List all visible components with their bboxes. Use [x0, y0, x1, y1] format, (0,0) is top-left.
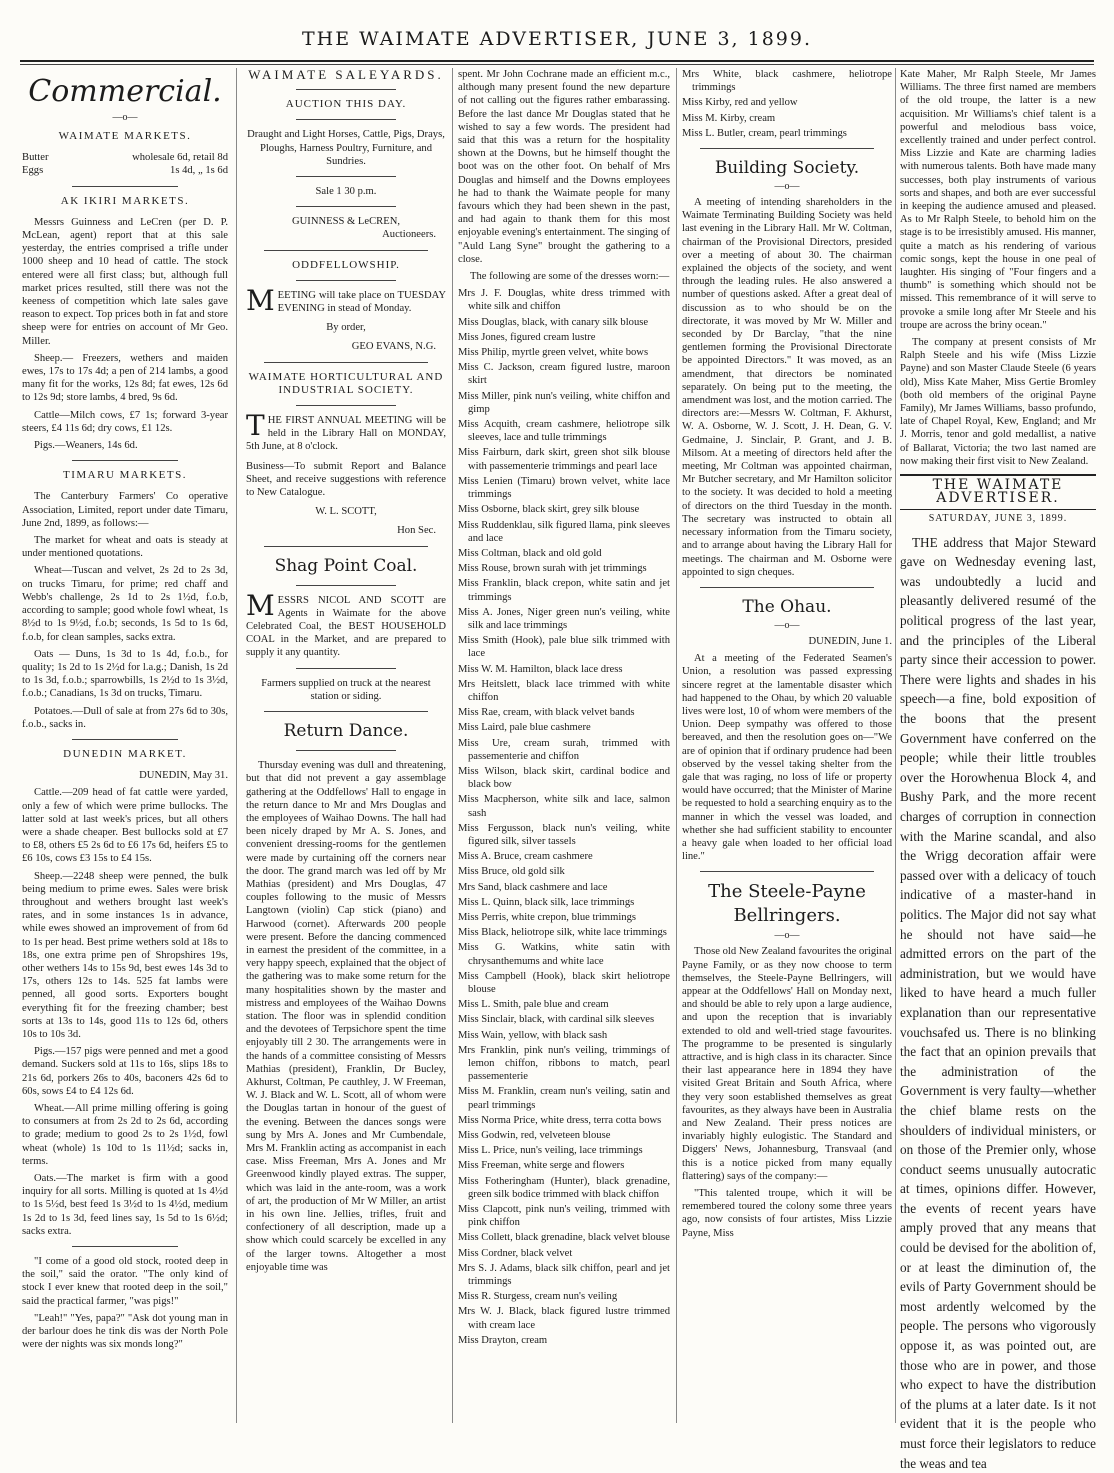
eggs-price: 1s 4d, „ 1s 6d: [170, 165, 228, 177]
advert-body: MEETING will take place on TUESDAY EVENING in stead of Monday.: [246, 283, 446, 317]
dress-entry: Miss R. Sturgess, cream nun's veiling: [458, 1291, 618, 1303]
masthead-rule: [20, 60, 1094, 65]
advert-rule: [296, 206, 396, 207]
article-paragraph: Thursday evening was dull and threatening, but that did not prevent a gay assemblage gathering at the Oddfellows' Hall to engage in the return dance to Mr and Mrs Douglas and the employees of Waihao Downs. The hall had been nicely draped by Mr A. S. Jones, and convenient dressing-rooms for the gentlemen were made by curtaining off the corners near the door. The grand march was led off by Mr Mathias (president) and Mrs Douglas, 47 couples following to the music of Messrs Langtown (violin) Cap stick (piano) and Harwood (cornet). Afterwards 200 people were present. Before the dancing commenced in earnest the president of the committee, in a very happy speech, explained that the object of the gathering was to make some return for the many hospitalities shown by the master and mistress and employees of the Waihao Downs station. The floor was in splendid condition and the devotees of Terpsichore spent the time enjoyably till 2 30. The arrangements were in the hands of a committee consisting of Messrs Mathias (president), Franklin, Dr Bucley, Akhurst, Coltman, Pe cauthley, J. W Freeman, W. J. Black and W. L. Scott, all of whom were the Douglas tartan in honour of the guest of the evening. Between the dances songs were sung by Mrs A. Jones and Mr Cumbendale, Mrs M. Franklin acting as accompanist in each case. Miss Freeman, Mrs A. Jones and Mr Greenwood kindly played extras. The supper, which was laid in the ante-room, was a work of art, the production of Mr W Miller, an artist in his own line. Jellies, trifles, fruit and confectionery of all description, made up a show which could scarcely be excelled in any of the larger towns. Altogether a most enjoyable time was: [246, 760, 446, 1273]
dress-entry: Miss W. M. Hamilton, black lace dress: [458, 663, 623, 675]
article-paragraph: Cattle.—209 head of fat cattle were yarded, only a few of which were prime bullocks. The latter sold at last week's prices, but all others were a shade cheaper. Best bullocks sold at £7 to £8, others £5 2s 6d to £6 17s 6d, heifers £5 to £6 10s, cows £3 15s to £4 15s.: [22, 787, 228, 865]
dress-entry: Mrs S. J. Adams, black silk chiffon, pearl and jet trimmings: [458, 1262, 670, 1288]
dress-entry: Miss Kirby, red and yellow: [682, 97, 798, 109]
dress-entry: Miss Bruce, old gold silk: [458, 866, 565, 878]
section-rule: [296, 750, 396, 751]
article-paragraph: Pigs.—157 pigs were penned and met a good demand. Suckers sold at 11s to 16s, slips 18s to 21s 6d, porkers 26s to 40s, baconers 42s 6d to 60s, sows £4 to £4 12s 6d.: [22, 1046, 228, 1097]
dress-entry: Miss M. Kirby, cream: [682, 112, 776, 124]
advert-rule: [296, 668, 396, 669]
article-paragraph: Cattle—Milch cows, £7 1s; forward 3-year steers, £4 11s 6d; dry cows, £1 12s.: [22, 409, 228, 434]
eggs-price-row: [22, 164, 228, 177]
dress-entry: Miss Macpherson, white silk and lace, salmon sash: [458, 794, 670, 819]
article-paragraph: Sheep.—2248 sheep were penned, the bulk being medium to prime ewes. Sales were brisk throughout and wethers brought last week's rates, and in some instances 1s in advance, while ewes showed an improvement of from 6d to 1s per head. Best prime wethers sold at 18s to 18s, one extra prime pen of Shropshires 19s, other wethers 14s to 15s 9d, best ewes 14s 3d to 17s, others 12s to 14s. 525 fat lambs were penned, all good sorts. Exporters bought everything fit for the freezing chamber; best sorts at 13s to 14s, good 11s to 12s 6d, others 10s to 10s 3d.: [22, 870, 228, 1040]
signature: GEO EVANS, N.G.: [351, 341, 436, 353]
anecdote-paragraph: "I come of a good old stock, rooted deep in the soil," said the orator. "The only kind of stock I ever knew that rooted deep in the soil," said the practical farmer, "was pigs!": [22, 1256, 228, 1307]
advert-rule: [296, 89, 396, 90]
oddfellowship-advert: [246, 259, 446, 354]
dress-entry: Miss Franklin, black crepon, white satin and jet trimmings: [458, 578, 670, 603]
timaru-markets-heading: TIMARU MARKETS.: [63, 469, 187, 482]
section-rule: [72, 1246, 178, 1247]
article-paragraph: Oats — Duns, 1s 3d to 1s 4d, f.o.b., for quality; 1s 2d to 1s 2½d for l.a.g.; Danish, 1s 2d to 1s 3d, f.o.b.; sparrowbills, 1s 2½d to 1s 3½d, f.o.b.; Canadians, 1s 3d on trucks, Timaru.: [22, 648, 228, 700]
dress-entry: Miss Smith (Hook), pale blue silk trimmed with lace: [458, 635, 670, 660]
dress-entry: Miss Douglas, black, with canary silk blouse: [458, 316, 649, 328]
coal-advert: [246, 555, 446, 703]
article-paragraph: Sheep.— Freezers, wethers and maiden ewes, 17s to 17s 4d; a pen of 214 lambs, a good many fit for the works, 12s 8d; fat ewes, 12s 6d to 12s 9d; store lambs, 4 bred, 9s 6d.: [22, 352, 228, 404]
coal-heading: Shag Point Coal.: [274, 555, 418, 576]
dropcap-letter: T: [246, 409, 265, 443]
dress-entry: Mrs J. F. Douglas, white dress trimmed with white silk and chiffon: [458, 288, 670, 313]
section-rule: [700, 148, 874, 149]
dress-entry: Miss Campbell (Hook), black skirt heliotrope blouse: [458, 970, 670, 995]
advert-rule: [296, 280, 396, 281]
article-paragraph: A meeting of intending shareholders in the Waimate Terminating Building Society was held last evening in the Library Hall. Mr W. Coltman, chairman of the Provisional Directors, presided over a meeting of about 30. The chairman explained the objects of the society, and went through the leading rules. He also answered a number of questions asked. After a great deal of discussion as to who should be on the directorate, it was moved by Mr W. Miller and seconded by Dr Barclay, "that the nine gentlemen forming the Provisional Directorate be appointed Directors." It was moved, as an amendment, that directors be nominated separately. On being put to the meeting, the amendment was lost, and the motion carried. The directors are:—Messrs W. Coltman, F. Akhurst, W. A. Osborne, W. J. Scott, J. H. Dean, G. V. Gedmaine, J. Sinclair, P. Grant, and J. B. Milsom. At a meeting of directors held after the meeting, Mr Coltman was appointed chairman, Mr Butcher secretary, and Mr Hamilton solicitor to the society. It was decided to hold a meeting of directors on the third Tuesday in the month. The secretary was instructed to obtain all necessary information from the Timaru society, and to arrange about having the Library Hall for meetings. The chairman and M. Osborne were appointed to sign cheques.: [682, 197, 892, 578]
dress-entry: Miss Fotheringham (Hunter), black grenadine, green silk bodice trimmed with black chiffon: [458, 1175, 670, 1200]
section-rule: [72, 739, 178, 740]
dress-list: [458, 287, 670, 1347]
dress-entry: Miss Godwin, red, velveteen blouse: [458, 1130, 611, 1142]
column-divider: [236, 68, 237, 1423]
article-paragraph: Pigs.—Weaners, 14s 6d.: [34, 440, 138, 452]
dress-entry: Miss Rouse, brown surah with jet trimmings: [458, 563, 647, 575]
dress-entry: Miss Acquith, cream cashmere, heliotrope silk sleeves, lace and tulle trimmings: [458, 419, 670, 444]
signature-role: Hon Sec.: [397, 525, 436, 537]
butter-price-row: [22, 151, 228, 164]
dress-entry: Miss Perris, white crepon, blue trimmings: [458, 911, 637, 923]
advert-rule: [296, 405, 396, 406]
advert-rule: [296, 176, 396, 177]
eggs-label: Eggs: [22, 165, 44, 177]
butter-label: Butter: [22, 152, 49, 164]
dress-entry: Miss L. Butler, cream, pearl trimmings: [682, 127, 847, 139]
column-dance-report: [458, 68, 670, 1423]
section-rule: [72, 186, 178, 187]
auction-subheading: AUCTION THIS DAY.: [285, 98, 407, 111]
dress-entry: Miss A. Bruce, cream cashmere: [458, 851, 593, 863]
advert-business: Business—To submit Report and Balance Sheet, and receive suggestions with reference to New Catalogue.: [246, 460, 446, 499]
dress-entry: Miss Collett, black grenadine, black velvet blouse: [458, 1232, 670, 1244]
horticultural-heading: WAIMATE HORTICULTURAL AND INDUSTRIAL SOCIETY.: [248, 370, 444, 396]
dress-entry: Miss Rae, cream, with black velvet bands: [458, 707, 635, 719]
dress-entry: Miss A. Jones, Niger green nun's veiling, white silk and lace trimmings: [458, 606, 670, 631]
advert-body: THE FIRST ANNUAL MEETING will be held in the Library Hall on MONDAY, 5th June, at 8 o'clock.: [246, 409, 446, 453]
newspaper-title: THE WAIMATE ADVERTISER.: [900, 474, 1096, 509]
article-paragraph: The company at present consists of Mr Ralph Steele and his wife (Miss Lizzie Payne) and son Master Claude Steele (6 years old), Miss Kate Maher, Miss Gertie Bromley (both old members of the original Payne Family), Mr James Williams, basso profundo, late of Chapel Royal, Kew, England; and Mr J. Morris, tenor and gold medallist, a native of Ballarat, Victoria; the two last named are now making their first visit to New Zealand.: [900, 337, 1096, 467]
dress-entry: Miss Fergusson, black nun's veiling, white figured silk, silver tassels: [458, 822, 670, 847]
dress-entry: Miss G. Watkins, white satin with chrysanthemums and white lace: [458, 942, 670, 967]
separator: —o—: [112, 112, 138, 123]
dress-entry: Miss Ruddenklau, silk figured llama, pink sleeves and lace: [458, 519, 670, 544]
advert-rule: [264, 546, 428, 547]
advert-body: MESSRS NICOL AND SCOTT are Agents in Waimate for the above Celebrated Coal, the BEST HOUSEHOLD COAL in the Market, and are prepared to supply it any quantity.: [246, 588, 446, 659]
section-rule: [700, 587, 874, 588]
oddfellowship-heading: ODDFELLOWSHIP.: [292, 258, 400, 271]
building-society-heading: Building Society.: [714, 158, 860, 179]
column-divider: [676, 68, 677, 1423]
advert-rule: [296, 119, 396, 120]
advert-rule: [264, 362, 428, 363]
dunedin-market-heading: DUNEDIN MARKET.: [63, 747, 187, 760]
column-divider: [895, 68, 896, 1423]
dress-entry: Miss Fairburn, dark skirt, green shot silk blouse with passementerie trimmings and pearl lace: [458, 447, 670, 472]
dress-entry: Mrs White, black cashmere, heliotrope trimmings: [682, 69, 892, 94]
dateline: DUNEDIN, May 31.: [139, 770, 228, 782]
dress-entry: Miss Laird, pale blue cashmere: [458, 722, 591, 734]
editorial-leader: THE address that Major Steward gave on Wednesday evening last, was undoubtedly a lucid and pleasantly delivered resumé of the political progress of the last year, and the principles of the Liberal party since their accession to power. There were lights and shades in his speech—a fine, bold exposition of the boons that the present Government have conferred on the people; while their little troubles over the Horowhenua Block 4, and Bushy Park, and the more recent charges of corruption in connection with the Marine scandal, and also the Wrigg decoration affair were passed over with a delicacy of touch indicative of a master-hand in politics. The Major did not say what he should not have said—he admitted errors on the part of the administration, but we would have liked to have heard a much fuller explanation than our representative vouchsafed us. There is no blinking the fact that an opinion prevails that the administration of the Government is very faulty—whether the chief blame rests on the shoulders of individual ministers, or on those of the Premier only, whose conduct seems unusually autocratic at times, opinions differ. However, the events of recent years have amply proved that any means that could be devised for the abolition of, or at least the diminution of, the evils of Party Government should be most ardently welcomed by the people. The persons who vigorously oppose it, as was pointed out, are those who are in power, and those who expect to have the distribution of the plums at a later date. Is it not evident that it is the people who must force their legislators to reduce the weas and tea: [900, 534, 1096, 1471]
dress-entry: Miss Drayton, cream: [458, 1334, 548, 1346]
dress-entry: Miss Osborne, black skirt, grey silk blouse: [458, 504, 640, 516]
butter-price: wholesale 6d, retail 8d: [132, 152, 228, 164]
dress-entry: Mrs Franklin, pink nun's veiling, trimmings of lemon chiffon, ribbons to match, pearl passementerie: [458, 1044, 670, 1083]
dress-entry: Miss Black, heliotrope silk, white lace trimmings: [458, 927, 667, 939]
dress-entry: Mrs W. J. Black, black figured lustre trimmed with cream lace: [458, 1306, 670, 1331]
by-order: By order,: [326, 322, 366, 334]
advert-note: Farmers supplied on truck at the nearest station or siding.: [261, 677, 431, 702]
article-paragraph: Those old New Zealand favourites the original Payne Family, or as they now choose to term themselves, the Steele-Payne Bellringers, will appear at the Oddfellows' Hall on Monday next, and should be able to rely upon a large audience, and upon the reception that is invariably extended to old and well-tried stage favourites. The programme to be presented is singularly attractive, and is high class in its character. Since their last appearance here in 1894 they have visited Great Britain and South Africa, where they very soon established themselves as great favourites, as they always have been in Australia and New Zealand. Their press notices are invariably highly eulogistic. The Standard and Diggers' News, Johannesburg, Transvaal (and this is a notice picked from many equally flattering) says of the company:—: [682, 946, 892, 1182]
dress-entry: Miss Miller, pink nun's veiling, white chiffon and gimp: [458, 390, 670, 415]
article-paragraph: Kate Maher, Mr Ralph Steele, Mr James Williams. The three first named are members of the old troupe, the latter is a new acquisition. Mr Williams's chief talent is a powerful and melodious bass voice, excellently trained and under perfect control. Miss Lizzie and Kate are charming ladies with numerous talents. Both have made many successes, both play instruments of various sorts and shapes, and both are ever successful in keeping the audience amused and pleased. As to Mr Ralph Steele, to behold him on the stage is to be irresistibly amused. His manner, quite a match as his rendering of various comic songs, kept the house in one peal of laughter. His singing of "Four fingers and a thumb" is something which should not be missed. This remembrance of it will serve to provoke a smile long after Mr Steele and his troupe are across the briny ocean.": [900, 69, 1096, 331]
dress-entry: Mrs Heitslett, black lace trimmed with white chiffon: [458, 678, 670, 703]
column-editorial: [900, 68, 1096, 1471]
dress-entry: Miss Freeman, white serge and flowers: [458, 1160, 625, 1172]
dress-entry: Miss L. Price, nun's veiling, lace trimmings: [458, 1145, 643, 1157]
dress-entry: Miss Jones, figured cream lustre: [458, 331, 596, 343]
auctioneer-role: Auctioneers.: [382, 229, 436, 241]
article-paragraph: At a meeting of the Federated Seamen's Union, a resolution was passed expressing sincere regret at the lamentable disaster which had happened to the Ohau, by which 20 valuable lives were lost, 10 of whom were members of the Union. Deep sympathy was offered to those bereaved, and then the resolution goes on—"We are of opinion that if ordinary prudence had been observed by the vessel taking shelter from the gale that was raging, no loss of life or property would have occurred; that the Minister of Marine be requested to hold a searching enquiry as to the manner in which the vessel was loaded, and whether she had sufficient stability to encounter a heavy gale when loaded to her official load line.": [682, 653, 892, 863]
dress-entry: Miss Philip, myrtle green velvet, white bows: [458, 347, 649, 359]
section-rule: [72, 460, 178, 461]
section-rule: [264, 711, 428, 712]
dress-entry: Miss M. Franklin, cream nun's veiling, satin and pearl trimmings: [458, 1086, 670, 1111]
dress-entry: Miss Clapcott, pink nun's veiling, trimmed with pink chiffon: [458, 1204, 670, 1229]
dateline: DUNEDIN, June 1.: [808, 635, 892, 647]
dress-entry: Miss Lenien (Timaru) brown velvet, white lace trimmings: [458, 475, 670, 501]
dress-entry: Miss L. Smith, pale blue and cream: [458, 999, 609, 1011]
article-paragraph: Potatoes.—Dull of sale at from 27s 6d to 30s, f.o.b., sacks in.: [22, 705, 228, 730]
signature: W. L. SCOTT,: [315, 506, 377, 518]
issue-date: SATURDAY, JUNE 3, 1899.: [928, 512, 1068, 524]
dress-entry: Miss Norma Price, white dress, terra cotta bows: [458, 1114, 662, 1126]
column-advertisements: [246, 68, 446, 1423]
column-news: [682, 68, 892, 1423]
ohau-heading: The Ohau.: [742, 596, 832, 617]
article-paragraph: "This talented troupe, which it will be remembered toured the colony some three years ago, now consists of four artistes, Miss Lizzie Payne, Miss: [682, 1188, 892, 1239]
masthead: THE WAIMATE ADVERTISER, JUNE 3, 1899.: [301, 28, 813, 50]
horticultural-advert: [246, 371, 446, 538]
dress-entry: Miss Ure, cream surah, trimmed with passementerie and chiffon: [458, 737, 670, 762]
column-divider: [452, 68, 453, 1423]
dress-entry: Miss Coltman, black and old gold: [458, 547, 602, 559]
advert-rule: [264, 250, 428, 251]
article-paragraph: Wheat—Tuscan and velvet, 2s 2d to 2s 3d, on trucks Timaru, for prime; red chaff and Webb's challenge, 2s 1d to 2s 1½d, f.o.b, according to sample; good whole fowl wheat, 1s 8½d to 1s 9½d, f.o.b; seconds, 1s 5d to 1s 6d, f.o.b, for clean samples, sacks extra.: [22, 565, 228, 643]
auctioneer-firm: GUINNESS & LeCREN,: [292, 216, 400, 228]
dress-entry: Mrs Sand, black cashmere and lace: [458, 881, 608, 893]
article-paragraph: The market for wheat and oats is steady at under mentioned quotations.: [22, 535, 228, 560]
dress-entry: Miss Sinclair, black, with cardinal silk sleeves: [458, 1014, 655, 1026]
separator: —o—: [774, 930, 800, 942]
advert-rule: [296, 585, 396, 586]
dress-entry: Miss Wilson, black skirt, cardinal bodice and black bow: [458, 765, 670, 791]
dress-entry: Miss Wain, yellow, with black sash: [458, 1029, 608, 1041]
section-rule: [700, 871, 874, 872]
dropcap-letter: M: [246, 588, 275, 622]
anecdote-paragraph: "Leah!" "Yes, papa?" "Ask dot young man in der barlour does he tink dis was der North Pole were der nights was six monds long?": [22, 1312, 228, 1351]
commercial-heading: Commercial.: [28, 74, 222, 109]
separator: —o—: [774, 619, 800, 631]
article-paragraph: spent. Mr John Cochrane made an efficient m.c., although many present found the new departure of not calling out the figures rather embarassing. Before the last dance Mr Douglas stated that he wished to say a few words. The president had said that this was a return for the hospitality shown at the Downs, but he himself thought the boot was on the other foot. On behalf of Mrs Douglas and himself and the Downs employees he had to thank the Waimate people for many favours which they had been shewn in the past, and had again to thank them for this most enjoyable evening's entertainment. The singing of "Auld Lang Syne" brought the gathering to a close.: [458, 69, 670, 265]
bellringers-heading: The Steele-Payne Bellringers.: [708, 881, 866, 927]
article-paragraph: Messrs Guinness and LeCren (per D. P. McLean, agent) report that at this sale yesterday, the entries comprised a trifle under 1000 sheep and 10 head of cattle. The stock entered were all first class; but, although full market prices resulted, still there was not the keeness of competition which late sales gave reason to expect. Top prices both in fat and store sheep were for entries on account of Mr Geo. Miller.: [22, 216, 228, 347]
saleyards-advert: [246, 68, 446, 242]
waimate-markets-heading: WAIMATE MARKETS.: [58, 130, 192, 142]
dress-entry: Miss L. Quinn, black silk, lace trimmings: [458, 896, 635, 908]
sale-time: Sale 1 30 p.m.: [315, 186, 377, 198]
dress-entry: Miss Cordner, black velvet: [458, 1247, 573, 1259]
article-paragraph: Wheat.—All prime milling offering is going to consumers at from 2s 2d to 2s 6d, according to grade; medium to good 2s to 2s 1½d, fowl wheat (whole) 1s 10d to 1s 11½d; sacks in, terms.: [22, 1103, 228, 1167]
dress-list: [682, 68, 892, 140]
column-commercial: [22, 68, 228, 1423]
saleyards-heading: WAIMATE SALEYARDS.: [248, 67, 444, 82]
separator: —o—: [774, 181, 800, 193]
return-dance-heading: Return Dance.: [283, 721, 409, 742]
dresses-intro: The following are some of the dresses worn:—: [470, 271, 670, 283]
article-paragraph: The Canterbury Farmers' Co operative Association, Limited, report under date Timaru, June 2nd, 1899, as follows:—: [22, 491, 228, 529]
advert-body: Draught and Light Horses, Cattle, Pigs, Drays, Ploughs, Harness Poultry, Furniture, and Sundries.: [247, 129, 445, 167]
dress-entry: Miss C. Jackson, cream figured lustre, maroon skirt: [458, 362, 670, 387]
akaroa-markets-heading: AK IKIRI MARKETS.: [60, 194, 190, 207]
dropcap-letter: M: [246, 283, 275, 317]
article-paragraph: Oats.—The market is firm with a good inquiry for all sorts. Milling is quoted at 1s 4½d to 1s 5½d, best feed 1s 3½d to 1s 4½d, medium 1s 2d to 1s 3d, feed lines say, 1s 5d to 1s 6½d; sacks extra.: [22, 1173, 228, 1237]
